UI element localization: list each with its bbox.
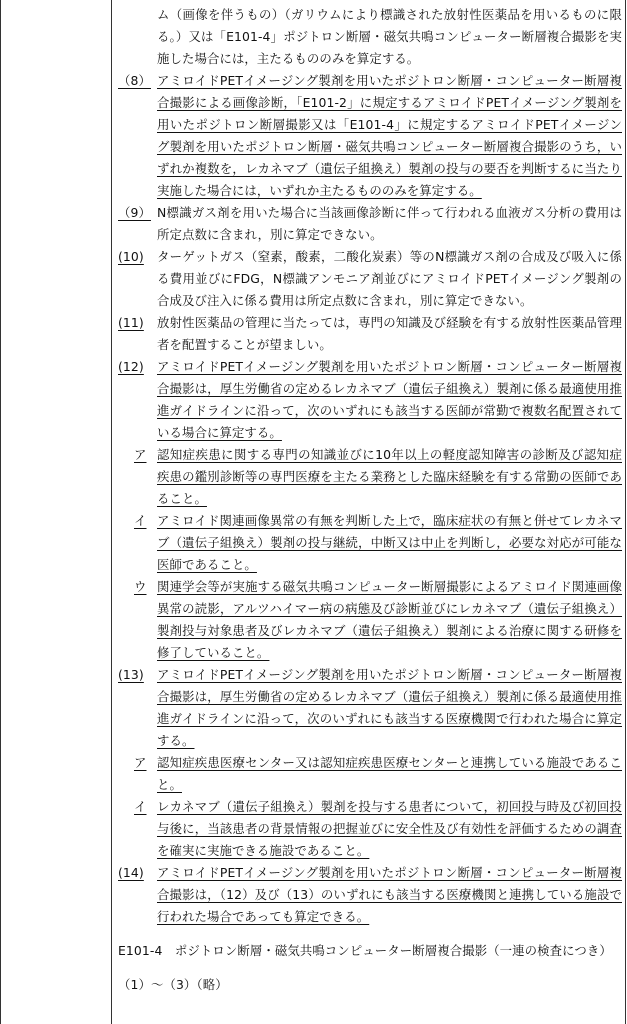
item-13-sub-i [112, 796, 622, 862]
sub-item-text: 関連学会等が実施する磁気共鳴コンピューター断層撮影によるアミロイド関連画像異常の読影，アルツハイマー病の病態及び診断並びにレカネマブ（遺伝子組換え）製剤投与対象患者及びレカネマブ（遺伝子組換え）製剤による治療に関する研修を修了していること。 [157, 579, 622, 660]
sub-item-text: レカネマブ（遺伝子組換え）製剤を投与する患者について，初回投与時及び初回投与後に，当該患者の背景情報の把握並びに安全性及び有効性を評価するための調査を確実に実施できる施設であること。 [157, 799, 622, 858]
section-subitems: （1）～（3）（略） [118, 977, 228, 993]
item-12-sub-a [112, 444, 622, 510]
sub-item-marker: ア [134, 755, 147, 770]
item-13 [112, 664, 622, 752]
item-number: (10) [118, 249, 144, 264]
item-text: アミロイドPETイメージング製剤を用いたポジトロン断層・コンピューター断層複合撮影による画像診断，「E101-2」に規定するアミロイドPETイメージング製剤を用いたポジトロン断層撮影又は「E101-4」に規定するアミロイドPETイメージング製剤を用いたポジトロン断層・磁気共鳴コンピューター断層複合撮影のうち，いずれか複数を，レカネマブ（遺伝子組換え）製剤の投与の要否を判断するに当たり実施した場合には，いずれか主たるもののみを算定する。 [157, 73, 622, 198]
item-8 [112, 70, 622, 202]
table-border-left [0, 0, 1, 1024]
item-11 [112, 312, 622, 356]
document-body [112, 4, 622, 1009]
item-text: アミロイドPETイメージング製剤を用いたポジトロン断層・コンピューター断層複合撮影は，（12）及び（13）のいずれにも該当する医療機関と連携している施設で行われた場合であっても算定できる。 [157, 865, 622, 924]
item-9 [112, 202, 622, 246]
sub-item-marker: ウ [134, 579, 147, 594]
section-heading: E101-4 ポジトロン断層・磁気共鳴コンピューター断層複合撮影（一連の検査につき） [118, 943, 612, 958]
sub-item-marker: ア [134, 447, 147, 462]
item-number: (14) [118, 865, 144, 880]
item-text: 放射性医薬品の管理に当たっては，専門の知識及び経験を有する放射性医薬品管理者を配置することが望ましい。 [157, 315, 622, 352]
item-number: （9） [118, 205, 151, 220]
item-12-sub-u [112, 576, 622, 664]
item-14 [112, 862, 622, 928]
item-number: (12) [118, 359, 144, 374]
item-13-sub-a [112, 752, 622, 796]
item-10 [112, 246, 622, 312]
item-number: (13) [118, 667, 144, 682]
item-text: アミロイドPETイメージング製剤を用いたポジトロン断層・コンピューター断層複合撮影は，厚生労働省の定めるレカネマブ（遺伝子組換え）製剤に係る最適使用推進ガイドラインに沿って，次のいずれにも該当する医療機関で行われた場合に算定する。 [157, 667, 622, 748]
item-12 [112, 356, 622, 444]
sub-item-text: アミロイド関連画像異常の有無を判断した上で，臨床症状の有無と併せてレカネマブ（遺伝子組換え）製剤の投与継続，中断又は中止を判断し，必要な対応が可能な医師であること。 [157, 513, 622, 572]
sub-item-marker: イ [134, 513, 147, 528]
paragraph-continuation [112, 4, 622, 70]
item-number: （8） [118, 73, 151, 88]
sub-item-marker: イ [134, 799, 147, 814]
sub-item-text: 認知症疾患に関する専門の知識並びに10年以上の軽度認知障害の診断及び認知症疾患の鑑別診断等の専門医療を主たる業務とした臨床経験を有する常勤の医師であること。 [157, 447, 622, 506]
item-text: アミロイドPETイメージング製剤を用いたポジトロン断層・コンピューター断層複合撮影は，厚生労働省の定めるレカネマブ（遺伝子組換え）製剤に係る最適使用推進ガイドラインに沿って，次のいずれにも該当する医師が常勤で複数名配置されている場合に算定する。 [157, 359, 622, 440]
item-12-sub-i [112, 510, 622, 576]
paragraph-text: ム（画像を伴うもの）（ガリウムにより標識された放射性医薬品を用いるものに限る。）又は「E101-4」ポジトロン断層・磁気共鳴コンピューター断層複合撮影を実施した場合には，主たるもののみを算定する。 [157, 7, 622, 66]
item-text: ターゲットガス（窒素，酸素，二酸化炭素）等のN標識ガス剤の合成及び吸入に係る費用並びにFDG，N標識アンモニア剤並びにアミロイドPETイメージング製剤の合成及び注入に係る費用は所定点数に含まれ，別に算定できない。 [157, 249, 622, 308]
item-number: (11) [118, 315, 144, 330]
sub-item-text: 認知症疾患医療センター又は認知症疾患医療センターと連携している施設であること。 [157, 755, 622, 792]
table-border-right [625, 0, 626, 1024]
item-text: N標識ガス剤を用いた場合に当該画像診断に伴って行われる血液ガス分析の費用は所定点数に含まれ，別に算定できない。 [157, 205, 622, 242]
